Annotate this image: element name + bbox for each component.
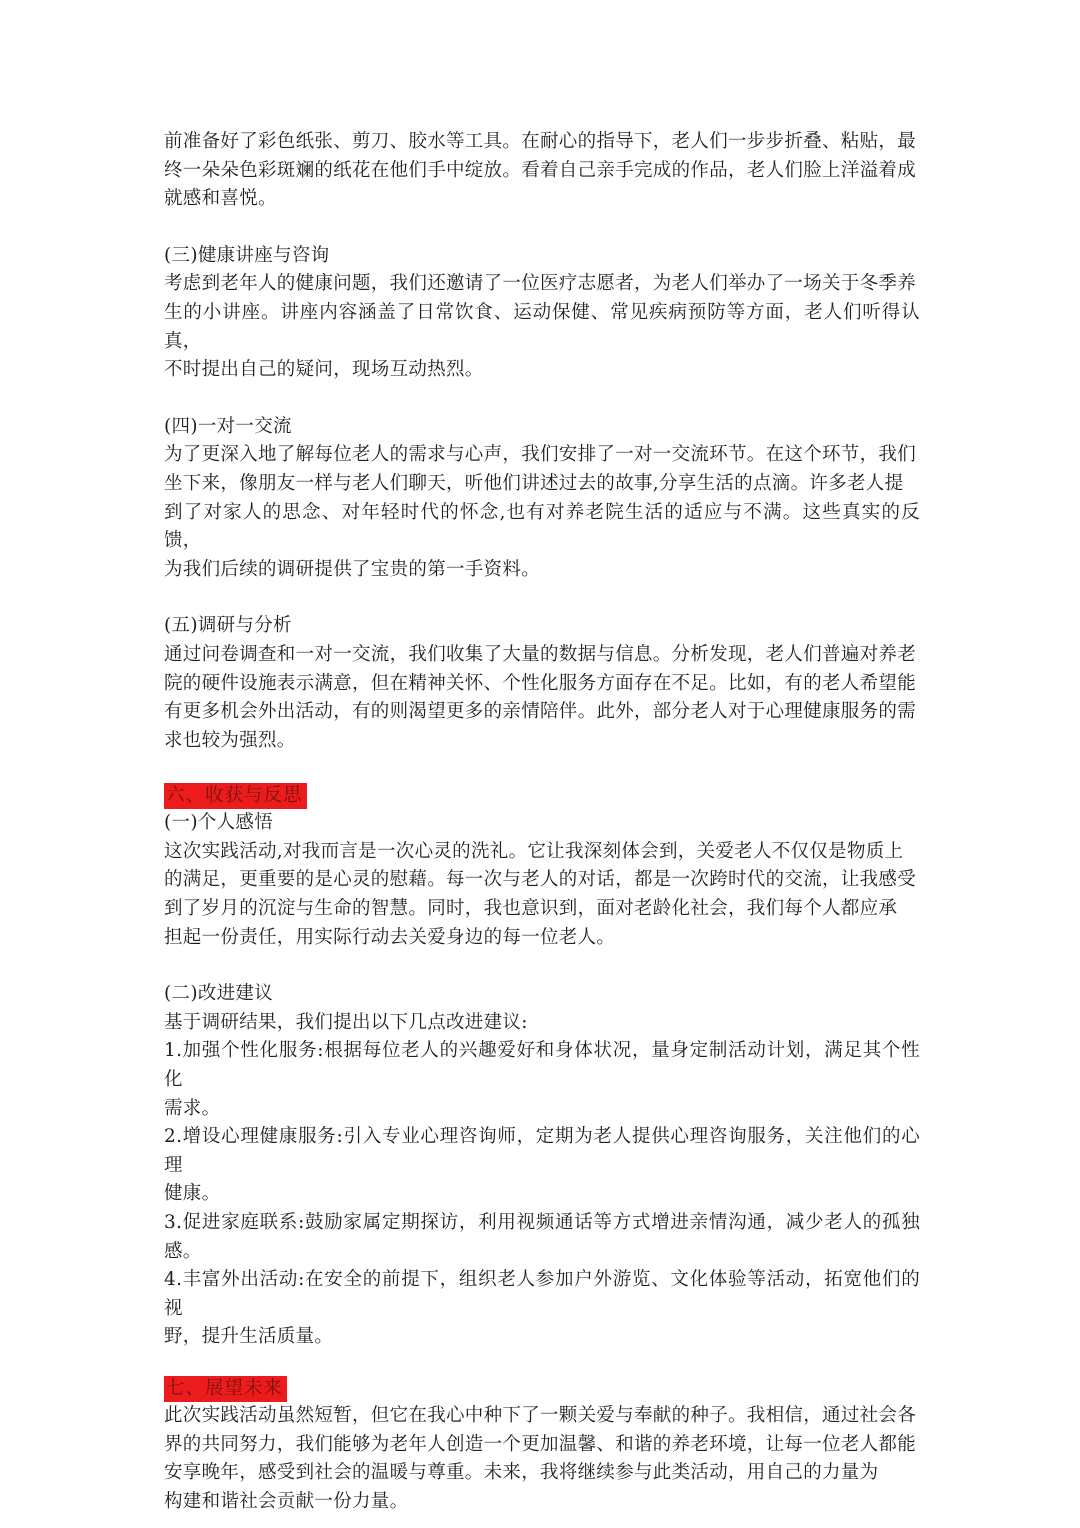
text-line: 通过问卷调查和一对一交流，我们收集了大量的数据与信息。分析发现，老人们普遍对养老 bbox=[164, 643, 917, 665]
part-title: 六、收获与反思 bbox=[164, 783, 307, 809]
section-heading: (五)调研与分析 bbox=[164, 615, 292, 637]
text-line: 的满足，更重要的是心灵的慰藉。每一次与老人的对话，都是一次跨时代的交流，让我感受 bbox=[164, 869, 917, 891]
section-heading: (四)一对一交流 bbox=[164, 415, 292, 437]
text-line: 院的硬件设施表示满意，但在精神关怀、个性化服务方面存在不足。比如，有的老人希望能 bbox=[164, 672, 917, 694]
section-heading: (三)健康讲座与咨询 bbox=[164, 244, 330, 266]
part-gains-reflection bbox=[164, 783, 920, 1352]
text-line: 这次实践活动,对我而言是一次心灵的洗礼。它让我深刻体会到，关爱老人不仅仅是物质上 bbox=[164, 840, 904, 862]
text-line: 界的共同努力，我们能够为老年人创造一个更加温馨、和谐的养老环境，让每一位老人都能 bbox=[164, 1433, 917, 1455]
text-line: 考虑到老年人的健康问题，我们还邀请了一位医疗志愿者，为老人们举办了一场关于冬季养 bbox=[164, 273, 917, 295]
list-item: 4.丰富外出活动:在安全的前提下，组织老人参加户外游览、文化体验等活动，拓宽他们的视 bbox=[164, 1269, 920, 1319]
section-health-lecture bbox=[164, 242, 920, 385]
text-line: 构建和谐社会贡献一份力量。 bbox=[164, 1490, 409, 1512]
text-line: 基于调研结果，我们提出以下几点改进建议: bbox=[164, 1011, 528, 1033]
list-item: 2.增设心理健康服务:引入专业心理咨询师，定期为老人提供心理咨询服务，关注他们的心理 bbox=[164, 1126, 920, 1176]
text-line: 求也较为强烈。 bbox=[164, 729, 296, 751]
text-line: 不时提出自己的疑问，现场互动热烈。 bbox=[164, 359, 484, 381]
section-one-on-one bbox=[164, 413, 920, 585]
text-line: 有更多机会外出活动，有的则渴望更多的亲情陪伴。此外，部分老人对于心理健康服务的需 bbox=[164, 701, 917, 723]
text-line: 担起一份责任，用实际行动去关爱身边的每一位老人。 bbox=[164, 926, 616, 948]
list-item: 3.促进家庭联系:鼓励家属定期探访，利用视频通话等方式增进亲情沟通，减少老人的孤独感。 bbox=[164, 1212, 920, 1262]
intro-paragraph bbox=[164, 128, 920, 214]
text-line: 终一朵朵色彩斑斓的纸花在他们手中绽放。看着自己亲手完成的作品，老人们脸上洋溢着成 bbox=[164, 159, 917, 181]
section-heading: (一)个人感悟 bbox=[164, 812, 274, 834]
suggestion-list bbox=[164, 1037, 920, 1352]
list-item-continuation: 需求。 bbox=[164, 1097, 221, 1119]
list-item-continuation: 野，提升生活质量。 bbox=[164, 1326, 334, 1348]
text-line: 为了更深入地了解每位老人的需求与心声，我们安排了一对一交流环节。在这个环节，我们 bbox=[164, 444, 917, 466]
text-line: 就感和喜悦。 bbox=[164, 188, 277, 210]
list-item-continuation: 健康。 bbox=[164, 1183, 221, 1205]
section-research-analysis bbox=[164, 612, 920, 755]
text-line: 此次实践活动虽然短暂，但它在我心中种下了一颗关爱与奉献的种子。我相信，通过社会各 bbox=[164, 1404, 917, 1426]
text-line: 到了岁月的沉淀与生命的智慧。同时，我也意识到，面对老龄化社会，我们每个人都应承 bbox=[164, 898, 898, 920]
text-line: 前准备好了彩色纸张、剪刀、胶水等工具。在耐心的指导下，老人们一步步折叠、粘贴，最 bbox=[164, 131, 917, 152]
text-line: 生的小讲座。讲座内容涵盖了日常饮食、运动保健、常见疾病预防等方面，老人们听得认真， bbox=[164, 301, 920, 352]
part-title: 七、展望未来 bbox=[164, 1376, 287, 1402]
section-heading: (二)改进建议 bbox=[164, 983, 274, 1005]
text-line: 安享晚年，感受到社会的温暖与尊重。未来，我将继续参与此类活动，用自己的力量为 bbox=[164, 1462, 879, 1484]
text-line: 到了对家人的思念、对年轻时代的怀念,也有对养老院生活的适应与不满。这些真实的反馈， bbox=[164, 501, 920, 552]
part-future-outlook bbox=[164, 1376, 920, 1516]
document-page bbox=[164, 128, 920, 1516]
list-item: 1.加强个性化服务:根据每位老人的兴趣爱好和身体状况，量身定制活动计划，满足其个性化 bbox=[164, 1040, 920, 1091]
text-line: 为我们后续的调研提供了宝贵的第一手资料。 bbox=[164, 558, 541, 580]
text-line: 坐下来，像朋友一样与老人们聊天，听他们讲述过去的故事,分享生活的点滴。许多老人提 bbox=[164, 472, 904, 494]
